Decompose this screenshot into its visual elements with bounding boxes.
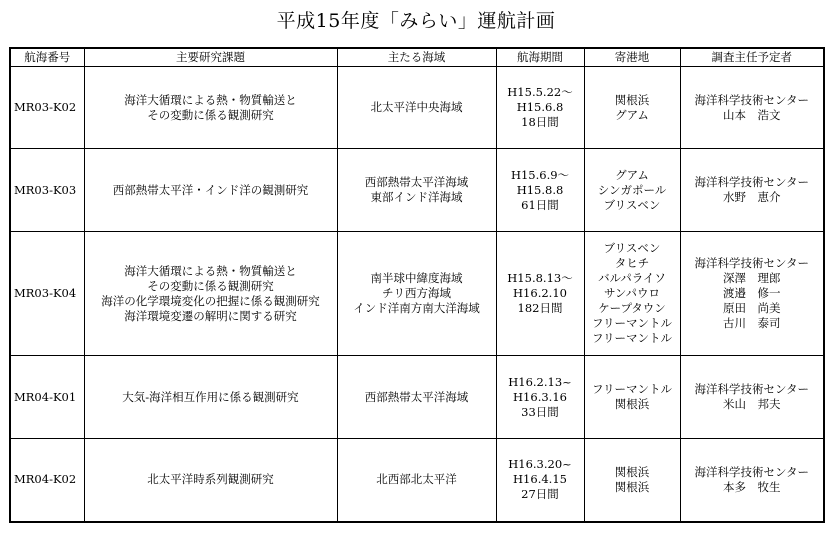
chief-org: 海洋科学技術センター	[694, 256, 810, 270]
area-line: 西部熱帯太平洋海域	[364, 175, 469, 189]
sea-area	[337, 232, 496, 356]
topic-line: 海洋の化学環境変化の把握に係る観測研究	[101, 293, 320, 308]
ports-of-call	[584, 232, 680, 356]
chief-scientist	[680, 67, 824, 149]
port: 関根浜	[614, 464, 650, 479]
research-topic	[84, 232, 337, 356]
ports-of-call	[584, 149, 680, 232]
table-row	[10, 439, 824, 522]
research-topic	[84, 356, 337, 439]
port: 関根浜	[614, 397, 650, 411]
area-line: インド洋南方南大洋海域	[353, 301, 480, 315]
sea-area	[337, 356, 496, 439]
period-end: H16.3.16	[513, 389, 567, 404]
research-topic	[84, 149, 337, 232]
ports-of-call	[584, 439, 680, 522]
chief-org: 海洋科学技術センター	[694, 464, 810, 479]
area-line: 西部熱帯太平洋海域	[364, 389, 469, 404]
period-days: 18日間	[521, 115, 559, 129]
area-line: 東部インド洋海域	[370, 190, 463, 204]
sea-area	[337, 67, 496, 149]
chief-name: 山本 浩文	[723, 107, 781, 122]
voyage-period	[496, 439, 584, 522]
sea-area	[337, 439, 496, 522]
period-start: H16.2.13~	[508, 374, 572, 389]
header-voyage: 航海番号	[10, 48, 84, 67]
header-ports: 寄港地	[584, 48, 680, 67]
header-topic: 主要研究課題	[84, 48, 337, 67]
ports-of-call	[584, 356, 680, 439]
voyage-number: MR03-K02	[10, 67, 84, 149]
period-start: H15.6.9～	[510, 167, 570, 182]
chief-name: 水野 恵介	[723, 190, 781, 204]
chief-name: 原田 尚美	[723, 301, 781, 315]
port: タヒチ	[614, 256, 650, 270]
port: バルパライソ	[598, 271, 666, 285]
table-row	[10, 232, 824, 356]
topic-line: 西部熱帯太平洋・インド洋の観測研究	[112, 182, 309, 197]
period-days: 182日間	[517, 301, 563, 315]
area-line: 南半球中緯度海域	[370, 271, 463, 285]
chief-name: 米山 邦夫	[723, 397, 781, 411]
research-topic	[84, 439, 337, 522]
research-topic	[84, 67, 337, 149]
chief-org: 海洋科学技術センター	[694, 92, 810, 107]
chief-name: 古川 泰司	[723, 316, 781, 330]
topic-line: 北太平洋時系列観測研究	[147, 472, 274, 487]
period-start: H16.3.20~	[508, 457, 572, 472]
topic-line: その変動に係る観測研究	[147, 107, 274, 122]
voyage-period	[496, 67, 584, 149]
voyage-number: MR04-K02	[10, 439, 84, 522]
chief-scientist	[680, 149, 824, 232]
topic-line: その変動に係る観測研究	[147, 278, 274, 293]
port: 関根浜	[614, 92, 650, 107]
sea-area	[337, 149, 496, 232]
topic-line: 海洋大循環による熱・物質輸送と	[124, 263, 297, 278]
period-end: H16.2.10	[513, 286, 567, 300]
period-start: H15.8.13～	[507, 271, 573, 285]
port: フリーマントル	[591, 382, 673, 396]
port: ブリスベン	[603, 197, 661, 212]
chief-org: 海洋科学技術センター	[694, 382, 810, 396]
area-line: チリ西方海域	[382, 286, 451, 300]
voyage-number: MR03-K03	[10, 149, 84, 232]
port: シンガポール	[597, 182, 667, 197]
header-period: 航海期間	[496, 48, 584, 67]
cruise-plan-table	[9, 47, 825, 523]
period-end: H16.4.15	[513, 472, 567, 487]
area-line: 北太平洋中央海域	[370, 100, 463, 114]
voyage-period	[496, 356, 584, 439]
period-days: 61日間	[521, 197, 559, 212]
port: ブリスベン	[603, 241, 661, 255]
period-end: H15.8.8	[516, 182, 564, 197]
topic-line: 海洋環境変遷の解明に関する研究	[124, 308, 297, 323]
port: 関根浜	[614, 479, 650, 494]
page-title: 平成15年度「みらい」運航計画	[276, 10, 556, 32]
header-area: 主たる海域	[337, 48, 496, 67]
voyage-period	[496, 149, 584, 232]
period-days: 27日間	[521, 487, 559, 502]
chief-name: 深澤 理郎	[723, 271, 781, 285]
period-end: H15.6.8	[516, 100, 564, 114]
topic-line: 海洋大循環による熱・物質輸送と	[124, 92, 297, 107]
period-days: 33日間	[521, 404, 559, 419]
chief-name: 本多 牧生	[723, 479, 781, 494]
port: サンパウロ	[603, 286, 661, 300]
area-line: 北西部北太平洋	[376, 472, 457, 487]
topic-line: 大気-海洋相互作用に係る観測研究	[122, 389, 299, 404]
header-row	[10, 48, 824, 67]
table-row	[10, 67, 824, 149]
table-row	[10, 149, 824, 232]
chief-scientist	[680, 439, 824, 522]
table-row	[10, 356, 824, 439]
ports-of-call	[584, 67, 680, 149]
port: グアム	[615, 167, 649, 182]
voyage-period	[496, 232, 584, 356]
chief-name: 渡邉 修一	[723, 286, 781, 300]
voyage-number: MR03-K04	[10, 232, 84, 356]
voyage-number: MR04-K01	[10, 356, 84, 439]
port: ケープタウン	[598, 301, 666, 315]
port: フリーマントル	[591, 331, 673, 345]
period-start: H15.5.22～	[507, 85, 573, 99]
chief-org: 海洋科学技術センター	[694, 175, 810, 189]
header-chief: 調査主任予定者	[680, 48, 824, 67]
port: グアム	[615, 107, 649, 122]
chief-scientist	[680, 232, 824, 356]
chief-scientist	[680, 356, 824, 439]
port: フリーマントル	[591, 316, 673, 330]
